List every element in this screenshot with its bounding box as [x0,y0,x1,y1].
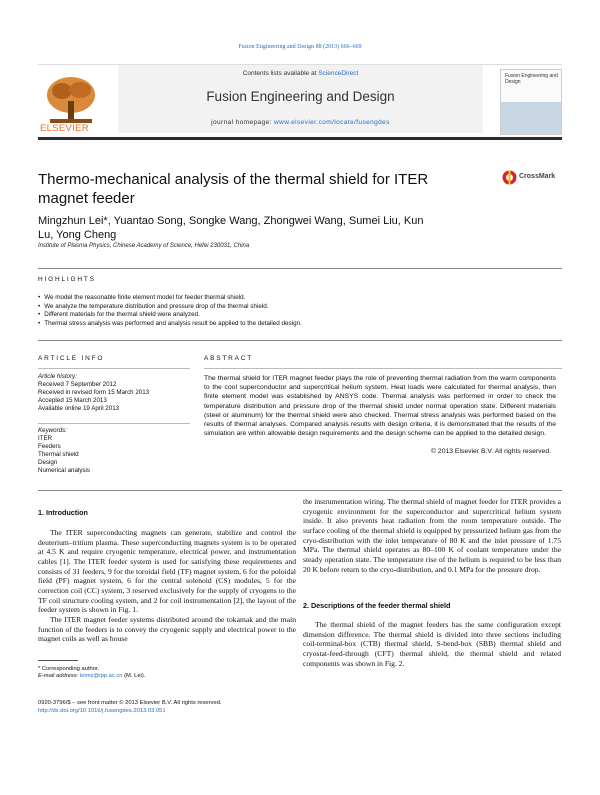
homepage-prefix: journal homepage: [211,119,275,126]
section2-column [303,620,561,668]
issn-line: 0920-3796/$ – see front matter © 2013 Elsevier B.V. All rights reserved. [38,700,222,706]
keyword: ITER [38,435,53,442]
contents-prefix: Contents lists available at [242,70,319,77]
keywords-label: Keywords: [38,427,67,434]
article-title: Thermo-mechanical analysis of the thermal shield for ITER magnet feeder [38,171,429,207]
keyword: Feeders [38,443,61,450]
paragraph: The ITER magnet feeder systems distributed around the tokamak and the main function of the feeders is to convey the cryogenic supply and electrical power to the magnet coils as well as house [38,614,296,644]
abstract-text: The thermal shield for ITER magnet feeder plays the role of preventing thermal radiation from the warm components to the cool superconductor and supercritical helium system. Heat loads were calculated for thermal analysis, then finite element model was established by ANSYS code. Thermal analysis was performed in order to check the temperature distribution and pressure drop of the thermal shield under normal operation state. Different materials (steel or aluminum) for the thermal shield were also checked. Thermal stress analysis was performed based on the results of thermal analyses. Compared analysis results with design criteria, it is demonstrated that the results of the simulation are within allowable design requirements and the design scheme can be applied to the detailed design. [204,375,556,438]
email-label: E-mail address: [38,673,80,680]
intro-right-column [303,497,561,574]
footnote-rule [38,660,78,661]
cover-image-band [501,102,561,134]
author-affiliation: Institute of Plasma Physics, Chinese Academy of Science, Hefei 230031, China [38,243,250,249]
highlights-list [38,294,558,328]
publisher-name: ELSEVIER [40,123,89,134]
highlight-item: • Thermal stress analysis was performed and analysis result be applied to the detailed design. [38,320,558,329]
divider [204,368,562,369]
intro-left-column [38,528,296,644]
history-item: Received 7 September 2012 [38,381,117,388]
highlight-item: • We analyze the temperature distribution and pressure drop of the thermal shield. [38,303,558,312]
journal-title: Fusion Engineering and Design [206,89,395,104]
divider [38,268,562,269]
crossmark-label: CrossMark [519,173,556,180]
contents-line [118,70,483,77]
keyword: Numerical analysis [38,467,90,474]
divider [38,340,562,341]
section-heading-introduction: 1. Introduction [38,508,88,517]
homepage-link[interactable]: www.elsevier.com/locate/fusengdes [274,119,390,126]
footnote [38,666,298,680]
sciencedirect-link[interactable]: ScienceDirect [318,70,359,77]
history-item: Available online 19 April 2013 [38,405,120,412]
highlight-item: • Different materials for the thermal shield were analyzed. [38,311,558,320]
elsevier-tree-logo [40,69,102,131]
doi-link[interactable]: http://dx.doi.org/10.1016/j.fusengdes.2013.03.051 [38,708,166,714]
divider [38,368,190,369]
article-history [38,373,198,413]
bottom-info [38,699,298,715]
author-list: Mingzhun Lei*, Yuantao Song, Songke Wang, Zhongwei Wang, Sumei Liu, Kun Lu, Yong Cheng [38,215,424,241]
section-heading-descriptions: 2. Descriptions of the feeder thermal shield [303,601,451,610]
highlight-item: • We model the reasonable finite element model for feeder thermal shield. [38,294,558,303]
crossmark-badge[interactable] [502,170,566,188]
email-line [38,673,298,680]
homepage-line [118,119,483,126]
corresponding-author-note: * Corresponding author. [38,666,100,672]
keyword: Design [38,459,58,466]
paragraph: the instrumentation wiring. The thermal shield of magnet feeder for ITER provides a cryogenic environment for the superconductor and supercritical helium system inside. It also prevents heat radiation from the room temperature outside. The surface cooling of the thermal shield is equipped by pressurized helium gas from the cryo-distribution with the inlet temperature of 80 K and the inlet pressure of 1.75 MPa. The thermal shield operates as 80–100 K of coolant temperature under the steady operation state. The temperature rise of the helium is required to be less than 20 K before return to the cryo-distribution, and 0.1 MPa for the pressure drop. [303,497,561,574]
email-suffix: (M. Lei). [122,673,146,680]
paragraph: The thermal shield of the magnet feeders has the same configuration except dimension difference. The thermal shield is divided into three sections including coil-terminal-box (CTB) thermal shield, S-bend-box (SBB) thermal shield and cryostat-feed-through (CFT) thermal shield, the thermal shield and related components was shown in Fig. 2. [303,620,561,668]
journal-cover-thumbnail [500,69,562,135]
abstract-label: ABSTRACT [204,355,254,362]
history-label: Article history: [38,373,77,380]
article-info-label: ARTICLE INFO [38,355,105,362]
paragraph: The ITER superconducting magnets can generate, stabilize and control the deuterium–tritium plasma. These superconducting magnets system is to be operated at 4.5 K and require cryogenic temperature, electrical power, and instrumentation cables [1]. The ITER feeder system is used for satisfying these requirements and consists of 31 feeders, 9 for the toroidal field (TF) magnet system, 6 for the poloidal field (PF) magnet system, 6 for the central solenoid (CS) modules, 5 for the correction coil (CC) system, 3 reserved exclusively for the supply of cryogens to the TF coil structure cooling system, and 2 for coil instrumentation [2], the layout of the feeder system is shown in Fig. 1. [38,528,296,615]
cover-title: Fusion Engineering and Design [505,73,558,85]
history-item: Accepted 15 March 2013 [38,397,107,404]
highlights-label: HIGHLIGHTS [38,276,96,283]
abstract-copyright: © 2013 Elsevier B.V. All rights reserved. [431,448,551,455]
keywords-block [38,427,198,475]
history-item: Received in revised form 15 March 2013 [38,389,150,396]
journal-header [38,64,562,140]
header-center-panel [118,65,483,133]
journal-reference[interactable]: Fusion Engineering and Design 88 (2013) 666–669 [238,44,362,50]
keyword: Thermal shield [38,451,79,458]
divider [38,490,562,491]
crossmark-icon [502,170,517,185]
divider [38,423,190,424]
email-link[interactable]: leimz@ipp.ac.cn [79,673,123,680]
